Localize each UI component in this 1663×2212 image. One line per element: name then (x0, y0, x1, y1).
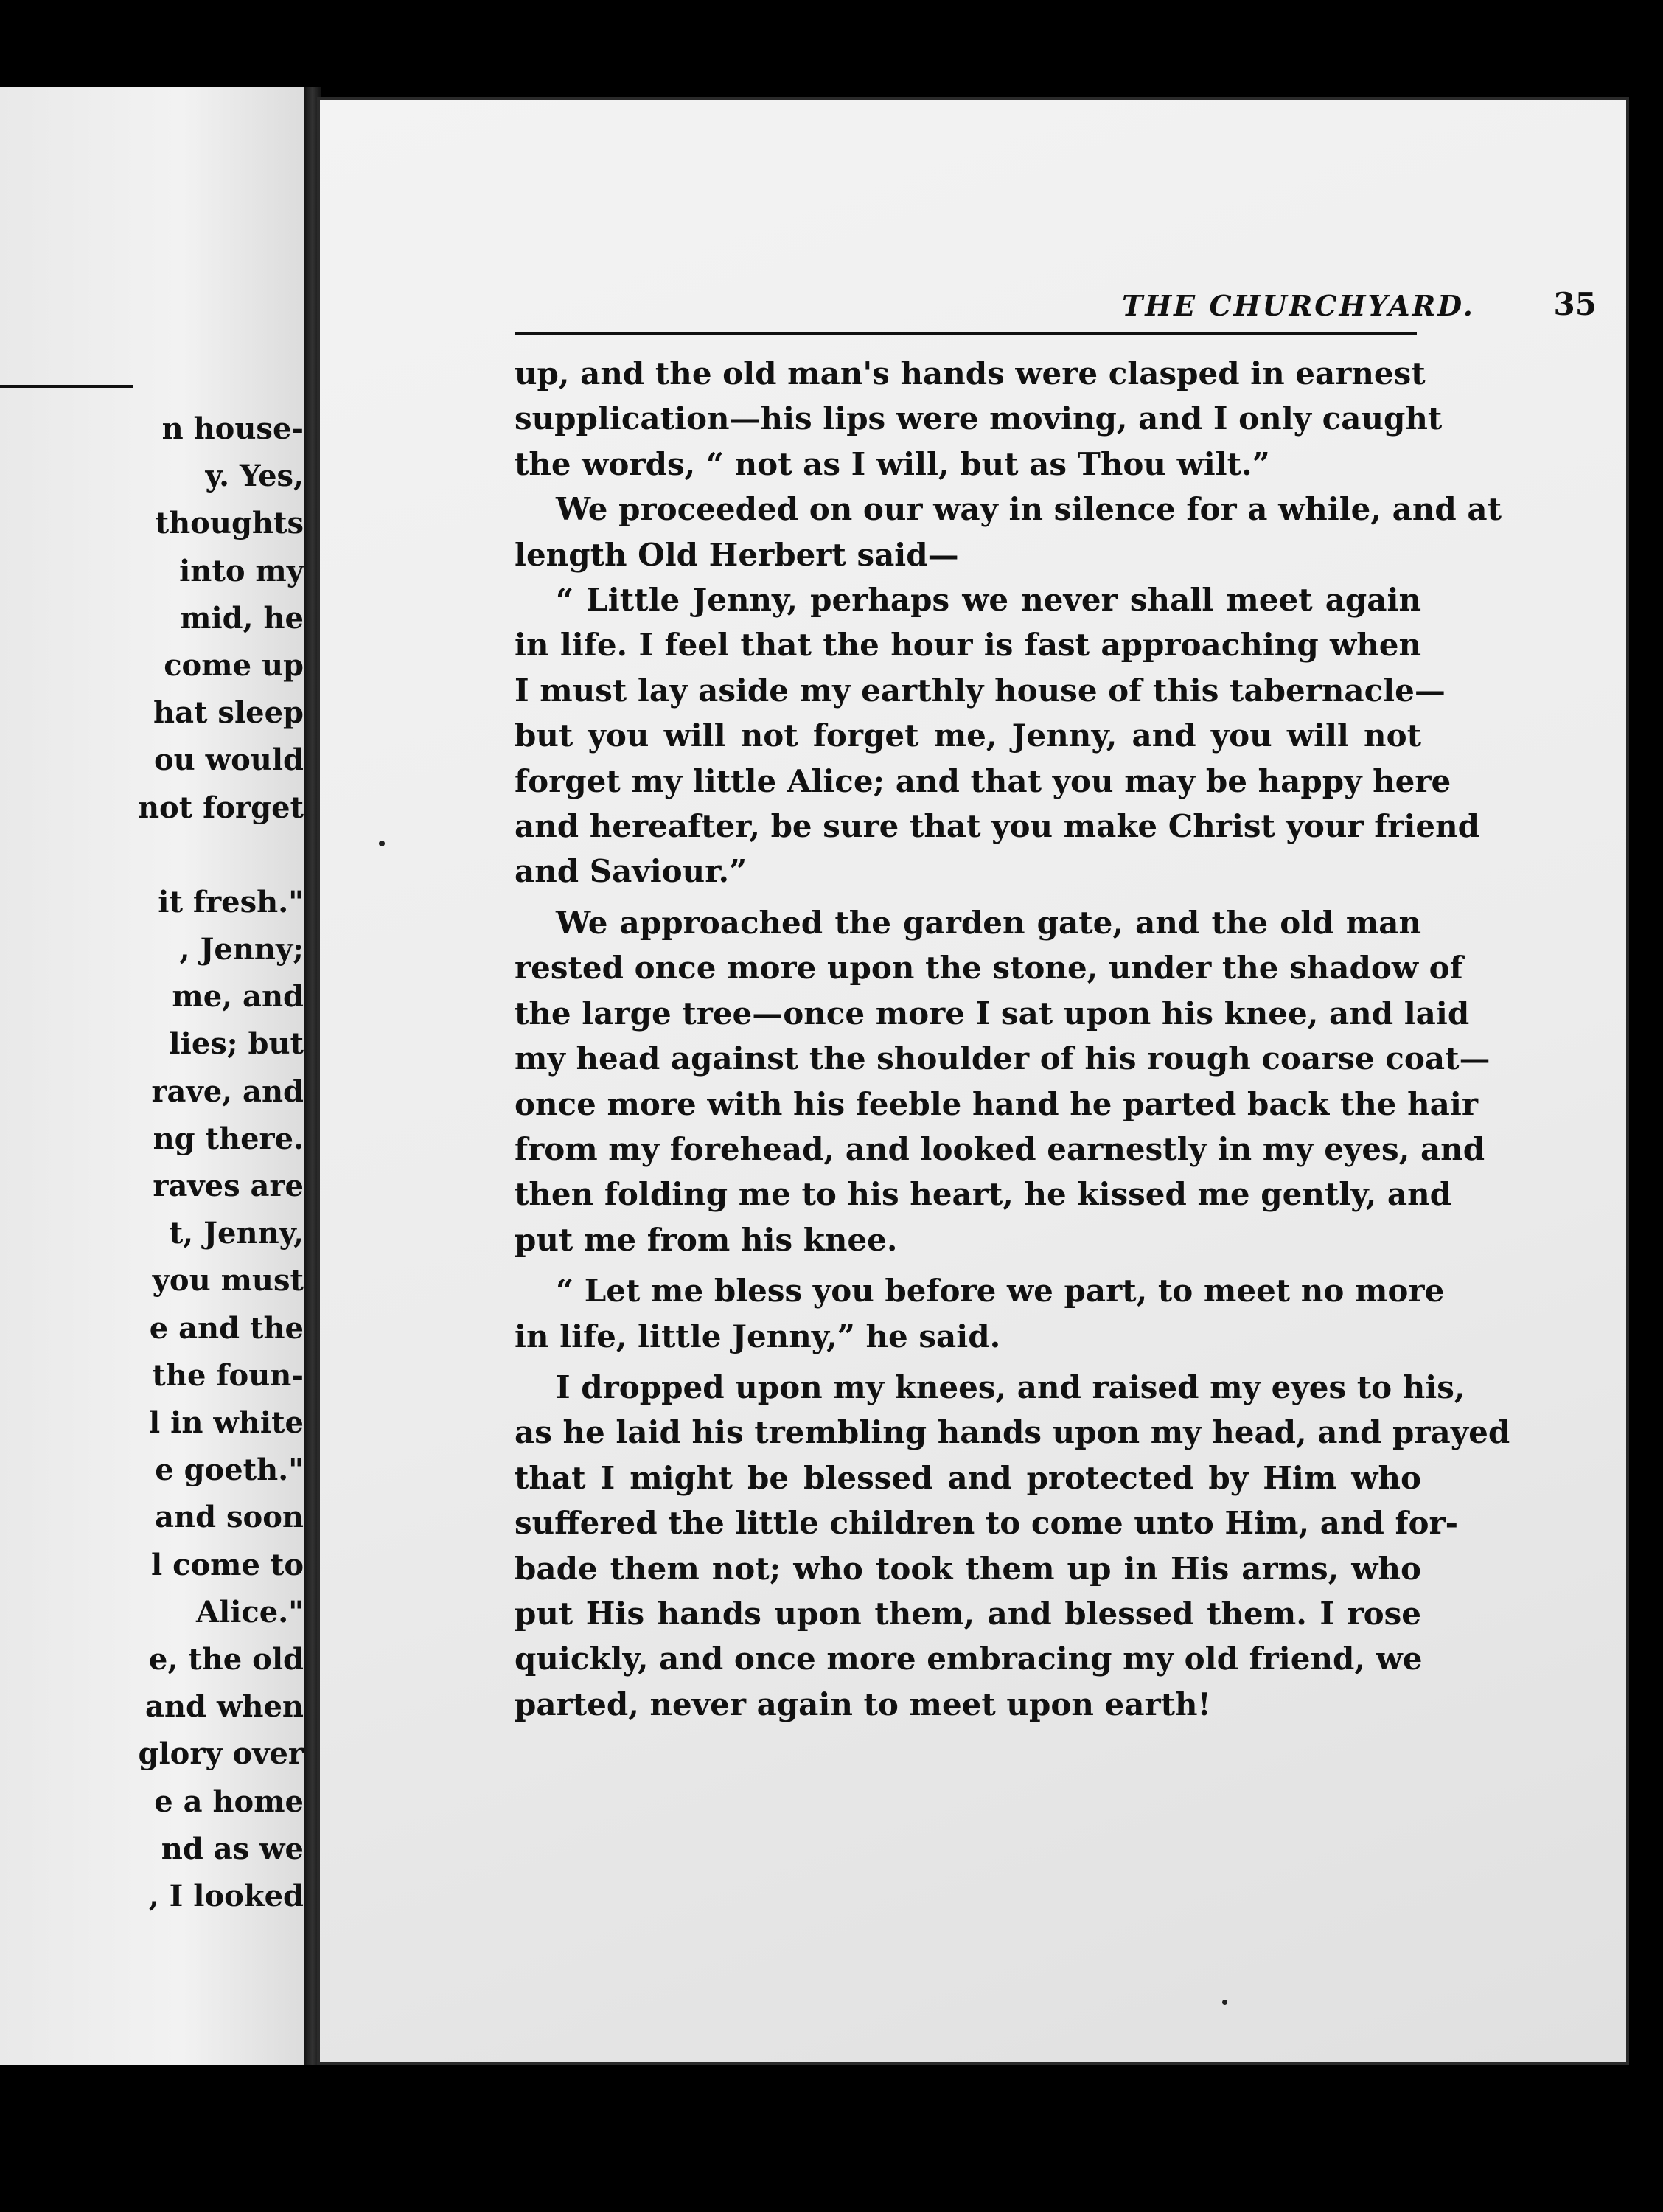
text-line: from my forehead, and looked earnestly in my eyes, and (515, 1130, 1485, 1167)
paragraph (515, 487, 1502, 577)
paragraph (515, 1268, 1445, 1359)
paragraph (515, 1365, 1510, 1727)
text-line: “ Let me bless you before we part, to meet no more (556, 1273, 1445, 1310)
left-page-line: thoughts (155, 506, 304, 541)
text-line: I must lay aside my earthly house of this tabernacle— (515, 672, 1446, 709)
text-line: in life, little Jenny,” he said. (515, 1318, 1001, 1354)
text-line: in life. I feel that the hour is fast approaching when (515, 627, 1421, 664)
text-line: that I might be blessed and protected by Him who (515, 1459, 1421, 1496)
left-page-line: , Jenny; (179, 932, 304, 967)
left-page-line: not forget (137, 790, 304, 825)
text-line: suffered the little children to come unto Him, and for- (515, 1505, 1459, 1542)
paragraph (515, 900, 1491, 1262)
left-page-line: e goeth." (155, 1453, 304, 1488)
text-line: supplication—his lips were moving, and I only caught (515, 400, 1443, 437)
text-line: and Saviour.” (515, 853, 747, 890)
left-page-line: the foun- (152, 1357, 304, 1393)
left-page-line: e and the (149, 1310, 304, 1346)
body-text (515, 351, 1510, 1727)
running-head-title: THE CHURCHYARD. (1122, 289, 1475, 322)
text-line: the large tree—once more I sat upon his knee, and laid (515, 995, 1470, 1032)
left-page-line: into my (179, 553, 304, 588)
header-rule (515, 332, 1417, 335)
text-line: length Old Herbert said— (515, 536, 959, 573)
text-line: We approached the garden gate, and the old man (556, 904, 1421, 941)
text-line: bade them not; who took them up in His arms, who (515, 1550, 1421, 1587)
text-line: my head against the shoulder of his rough coarse coat— (515, 1040, 1491, 1077)
left-page-line: l in white (149, 1405, 304, 1441)
left-page-line: come up (164, 648, 304, 684)
left-page-line: and soon (155, 1500, 304, 1535)
paragraph-gap (515, 894, 1421, 900)
page-speck (379, 841, 385, 846)
text-line: once more with his feeble hand he parted back the hair (515, 1085, 1478, 1122)
left-page-line: e a home (154, 1784, 304, 1819)
left-page-line: Alice." (196, 1594, 304, 1630)
left-page-line: rave, and (151, 1074, 304, 1109)
text-line: up, and the old man's hands were clasped in earnest (515, 355, 1426, 392)
left-page-line: l come to (150, 1547, 304, 1582)
left-facing-page (0, 87, 308, 2065)
text-line: put His hands upon them, and blessed them. I rose (515, 1595, 1421, 1632)
text-line: and hereafter, be sure that you make Christ your friend (515, 808, 1479, 845)
text-line: “ Little Jenny, perhaps we never shall meet again (556, 582, 1421, 619)
text-line: parted, never again to meet upon earth! (515, 1686, 1211, 1722)
left-page-line: y. Yes, (205, 459, 304, 494)
text-line: but you will not forget me, Jenny, and you will not (515, 717, 1421, 754)
left-page-line: , I looked (148, 1879, 304, 1914)
paragraph (515, 351, 1443, 487)
text-line: quickly, and once more embracing my old friend, we (515, 1641, 1423, 1677)
left-page-line: ou would (153, 742, 304, 778)
running-head (510, 286, 1629, 333)
text-line: rested once more upon the stone, under the shadow of (515, 950, 1463, 987)
left-page-line: lies; but (169, 1026, 304, 1062)
left-page-line: nd as we (161, 1831, 304, 1866)
left-page-text (9, 406, 304, 1920)
paragraph-gap (515, 1262, 1421, 1268)
left-page-line: hat sleep (153, 695, 304, 731)
right-page (317, 97, 1629, 2065)
left-page-line: t, Jenny, (169, 1216, 304, 1251)
page-speck (1222, 2000, 1227, 2005)
left-page-line: me, and (172, 979, 304, 1015)
text-line: put me from his knee. (515, 1221, 898, 1258)
text-line: forget my little Alice; and that you may be happy here (515, 762, 1451, 799)
left-page-line: mid, he (180, 600, 304, 636)
page-number: 35 (1553, 286, 1597, 322)
left-page-line: glory over (138, 1736, 304, 1772)
text-line: the words, “ not as I will, but as Thou wilt.” (515, 445, 1270, 482)
left-page-line: e, the old (148, 1642, 304, 1677)
paragraph-gap (515, 1359, 1421, 1365)
text-line: I dropped upon my knees, and raised my eyes to his, (556, 1368, 1465, 1405)
text-line: then folding me to his heart, he kissed me gently, and (515, 1176, 1451, 1213)
left-page-line: n house- (161, 411, 304, 446)
left-page-line: it fresh." (158, 884, 304, 919)
left-page-rule (0, 385, 133, 388)
text-line: as he laid his trembling hands upon my head, and prayed (515, 1414, 1510, 1451)
left-page-line: and when (145, 1689, 304, 1725)
left-page-line: ng there. (153, 1121, 304, 1156)
left-page-line: raves are (153, 1169, 304, 1204)
paragraph (515, 577, 1479, 894)
text-line: We proceeded on our way in silence for a while, and at (556, 491, 1502, 528)
left-page-line: you must (152, 1263, 304, 1298)
